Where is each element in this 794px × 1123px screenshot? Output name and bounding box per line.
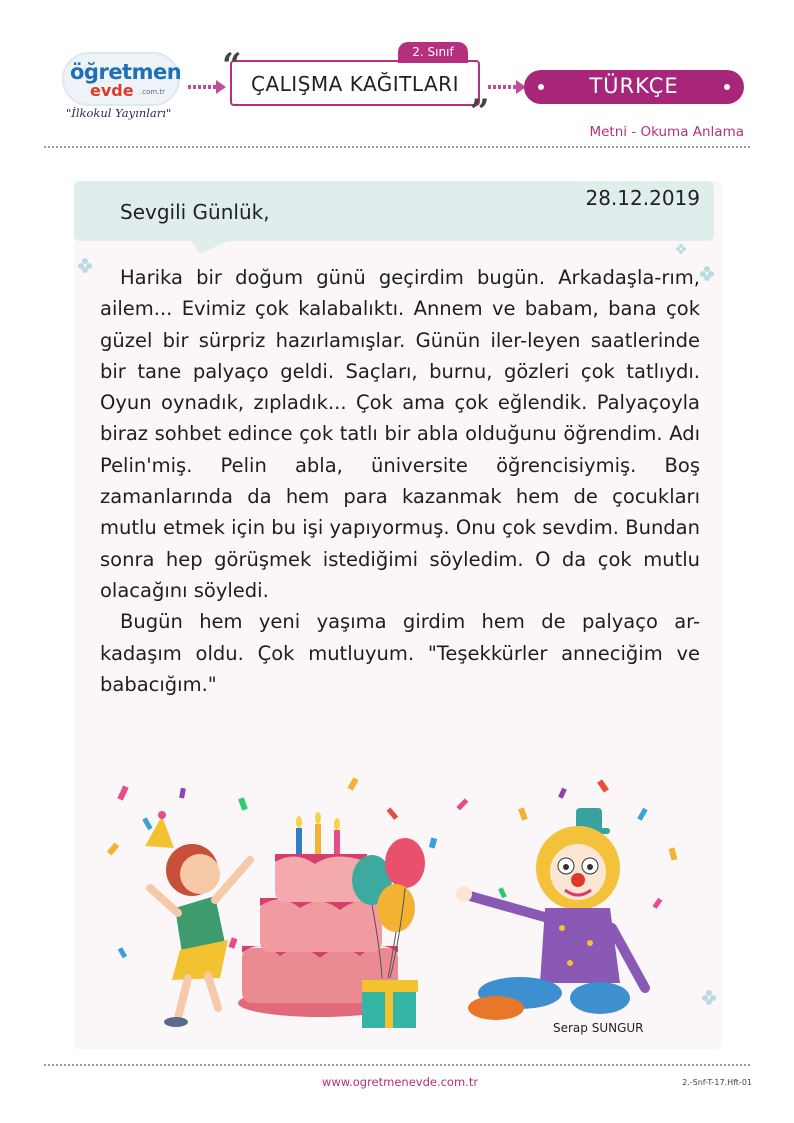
- quote-open-icon: “: [222, 46, 242, 86]
- grade-tab: 2. Sınıf: [398, 42, 468, 63]
- footer-divider: [44, 1064, 750, 1066]
- speech-tail: [190, 240, 230, 254]
- footer-url[interactable]: www.ogretmenevde.com.tr: [321, 1075, 479, 1089]
- topic-label: Metni - Okuma Anlama: [589, 124, 744, 140]
- letter-paragraph: Harika bir doğum günü geçirdim bugün. Arkadaşla-rım, ailem... Evimiz çok kalabalıktı. Annem ve babam, bana çok güzel bir sürpriz hazırlamışlar. Günün iler-leyen saatlerinde bir tane palyaço geldi. Saçları, burnu, gözleri çok tatlıydı. Oyun oynadık, zıpladık... Çok ama çok eğlendik. Palyaçoyla biraz sohbet edince çok tatlı bir abla olduğunu öğrendim. Adı Pelin'miş. Pelin abla, üniversite öğrencisiymiş. Boş zamanlarında da hem para kazanmak hem de çocukları mutlu etmek için bu işi yapıyormuş. Onu çok sevdim. Bundan sonra hep görüşmek istediğimi söyledim. O da çok mutlu olacağını söyledi.: [100, 266, 700, 602]
- flower-icon: [702, 990, 716, 1004]
- logo-name: öğretmen: [70, 60, 182, 84]
- gift-box: [362, 980, 418, 1028]
- logo-domain: .com.tr: [140, 88, 166, 96]
- quote-close-icon: ”: [470, 92, 490, 132]
- header-divider: [44, 146, 750, 148]
- birthday-illustration: [100, 768, 700, 1043]
- letter-greeting: Sevgili Günlük,: [120, 200, 270, 224]
- page-title: ÇALIŞMA KAĞITLARI: [251, 72, 459, 96]
- girl-figure: [145, 811, 250, 1027]
- footer-code: 2.-Snf-T-17.Hft-01: [682, 1078, 752, 1087]
- clown-figure: [456, 808, 645, 1020]
- publisher-logo: [62, 46, 192, 132]
- letter-date: 28.12.2019: [585, 186, 700, 210]
- flower-icon: [676, 244, 690, 258]
- illustrator-signature: Serap SUNGUR: [553, 1021, 644, 1035]
- flower-icon: [78, 258, 92, 272]
- letter-paragraph: Bugün hem yeni yaşıma girdim hem de palyaço ar-kadaşım oldu. Çok mutluyum. "Teşekkürler anneciğim ve babacığım.": [100, 610, 700, 696]
- arrow-right-icon: [488, 80, 526, 94]
- subject-label: TÜRKÇE: [589, 74, 679, 98]
- arrow-right-icon: [188, 80, 226, 94]
- flower-icon: [700, 266, 714, 280]
- logo-name-2: evde: [90, 81, 134, 100]
- letter-body: [100, 262, 700, 700]
- logo-tagline: "İlkokul Yayınları": [66, 106, 172, 120]
